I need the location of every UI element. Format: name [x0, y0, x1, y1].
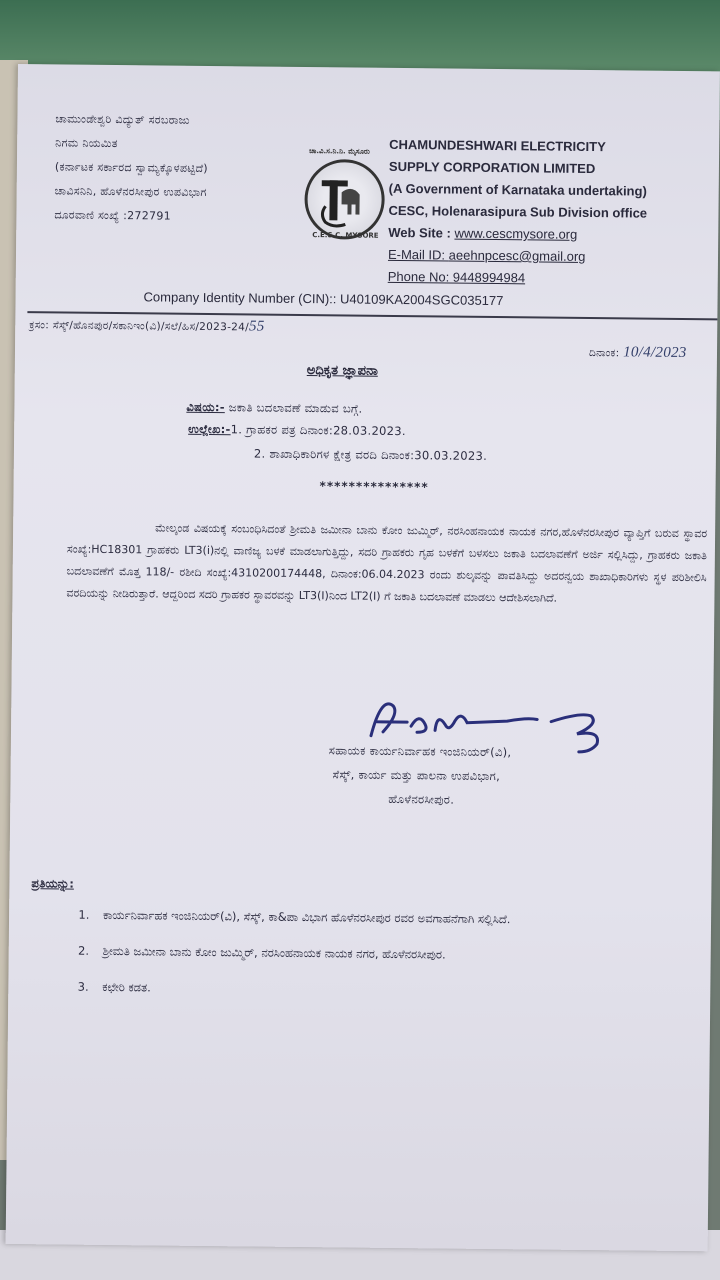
email-row [388, 244, 647, 269]
date-row [589, 344, 687, 362]
email-link[interactable]: aeehnpcesc@gmail.org [448, 247, 586, 264]
references-row-1 [188, 422, 406, 439]
references-label: ಉಲ್ಲೇಖ:- [188, 421, 231, 437]
cesc-logo-icon [307, 162, 382, 237]
subject-text: ಜಕಾತಿ ಬದಲಾವಣೆ ಮಾಡುವ ಬಗ್ಗೆ. [224, 400, 363, 416]
reference-number-suffix: 55 [248, 318, 265, 335]
body-paragraph: ಮೇಲ್ಕಂಡ ವಿಷಯಕ್ಕೆ ಸಂಬಂಧಿಸಿದಂತೆ ಶ್ರೀಮತಿ ಜಮೀನಾ ಬಾನು ಕೋಂ ಜುಮ್ಮಿರ್, ನರಸಿಂಹನಾಯಕ ನಾಯಕ ನಗರ,ಹೊಳೆನರಸೀಪುರ ವ್ಯಾಪ್ತಿಗೆ ಬರುವ ಸ್ಥಾವರ ಸಂಖ್ಯೆ:HC18301 ಗ್ರಾಹಕರು LT3(i)ನಲ್ಲಿ ವಾಣಿಜ್ಯ ಬಳಕೆ ಮಾಡಲಾಗುತ್ತಿದ್ದು, ಸದರಿ ಗ್ರಾಹಕರು ಗೃಹ ಬಳಕೆಗೆ ಬಳಸಲು ಜಕಾತಿ ಬದಲಾವಣೆಗೆ ಅರ್ಜಿ ಸಲ್ಲಿಸಿದ್ದು, ಗ್ರಾಹಕರು ಜಕಾತಿ ಬದಲಾವಣೆಗೆ ಮೊತ್ತ 118/- ರಶೀದಿ ಸಂಖ್ಯೆ:4310200174448, ದಿನಾಂಕ:06.04.2023 ರಂದು ಶುಲ್ಕವನ್ನು ಪಾವತಿಸಿದ್ದು ಅದರನ್ವಯ ಶಾಖಾಧಿಕಾರಿಗಳು ಸ್ಥಳ ಪರಿಶೀಲಿಸಿ ವರದಿಯನ್ನು ನೀಡಿರುತ್ತಾರೆ. ಆದ್ದರಿಂದ ಸದರಿ ಗ್ರಾಹಕರ ಸ್ಥಾವರವನ್ನು LT3(I)ನಿಂದ LT2(I) ಗೆ ಜಕಾತಿ ಬದಲಾವಣೆ ಮಾಡಲು ಆದೇಶಿಸಲಾಗಿದೆ. [66, 521, 708, 605]
logo-bottom-text: C.E.S.C. MYSORE [312, 231, 379, 240]
cesc-logo [304, 159, 385, 240]
phone-number: Phone No: 9448994984 [387, 268, 526, 286]
document-page [6, 64, 720, 1251]
kn-line-4: ಚಾವಿಸನಿನಿ, ಹೊಳೆನರಸೀಪುರ ಉಪವಿಭಾಗ [54, 184, 207, 199]
website-label: Web Site : [388, 224, 451, 241]
website-link[interactable]: www.cescmysore.org [454, 225, 578, 242]
reference-item-2: 2. ಶಾಖಾಧಿಕಾರಿಗಳ ಕ್ಷೇತ್ರ ವರದಿ ದಿನಾಂಕ:30.03.2023. [253, 446, 488, 463]
copies-heading: ಪ್ರತಿಯನ್ನು: [31, 876, 74, 891]
date-value: 10/4/2023 [623, 344, 687, 362]
copy-item: 3. ಕಛೇರಿ ಕಡತ. [92, 976, 698, 1004]
subject-row [186, 400, 362, 417]
separator-stars: *************** [319, 479, 429, 495]
signatory-line-2: ಸೆಸ್ಕ್, ಕಾರ್ಯ ಮತ್ತು ಪಾಲನಾ ಉಪವಿಭಾಗ, [332, 767, 501, 784]
reference-number: ಕ್ರಸಂ: ಸೆಸ್ಕ್/ಹೊನಪುರ/ಸಕಾನಿಇಂ(ವಿ)/ಸಲೆ/ಹಿಸ/2023-24/ [29, 319, 250, 334]
company-name-line-1: CHAMUNDESHWARI ELECTRICITY [389, 136, 606, 155]
government-line: (A Government of Karnataka undertaking) [388, 180, 647, 199]
subject-label: ವಿಷಯ:- [186, 399, 225, 415]
kn-line-1: ಚಾಮುಂಡೇಶ್ವರಿ ವಿದ್ಯುತ್ ಸರಬರಾಜು [55, 112, 190, 127]
date-label: ದಿನಾಂಕ: [588, 346, 620, 360]
copies-section [31, 876, 699, 1018]
kn-line-3: (ಕರ್ನಾಟಕ ಸರ್ಕಾರದ ಸ್ವಾಮ್ಯಕ್ಕೊಳಪಟ್ಟಿದೆ) [54, 160, 209, 175]
company-name-line-2: SUPPLY CORPORATION LIMITED [388, 158, 596, 177]
signatory-line-1: ಸಹಾಯಕ ಕಾರ್ಯನಿರ್ವಾಹಕ ಇಂಜಿನಿಯರ್(ವಿ), [328, 743, 512, 760]
copy-item: 2. ಶ್ರೀಮತಿ ಜಮೀನಾ ಬಾನು ಕೋಂ ಜುಮ್ಮಿರ್, ನರಸಿಂಹನಾಯಕ ನಾಯಕ ನಗರ, ಹೊಳೆನರಸೀಪುರ. [93, 940, 699, 968]
logo-top-text: ಚಾ.ವಿ.ಸ.ನಿ.ನಿ. ಮೈಸೂರು [309, 147, 370, 156]
letterhead-english [388, 134, 648, 291]
reference-item-1: 1. ಗ್ರಾಹಕರ ಪತ್ರ ದಿನಾಂಕ:28.03.2023. [230, 422, 406, 439]
office-line: CESC, Holenarasipura Sub Division office [388, 202, 648, 221]
copy-item: 1. ಕಾರ್ಯನಿರ್ವಾಹಕ ಇಂಜಿನಿಯರ್(ವಿ), ಸೆಸ್ಕ್, ಕಾ&ಪಾ ವಿಭಾಗ ಹೊಳೆನರಸೀಪುರ ರವರ ಅವಗಾಹನೆಗಾಗಿ ಸಲ್ಲಿಸಿದೆ. [93, 904, 699, 932]
kn-line-2: ನಿಗಮ ನಿಯಮಿತ [55, 136, 118, 151]
website-row [388, 222, 647, 247]
cin-number: Company Identity Number (CIN):: U40109KA2004SGC035177 [143, 289, 504, 309]
document-title: ಅಧಿಕೃತ ಜ್ಞಾಪನಾ [306, 363, 378, 379]
email-label: E-Mail ID: [387, 246, 449, 263]
kn-line-5: ದೂರವಾಣಿ ಸಂಖ್ಯೆ :272791 [54, 208, 172, 223]
signatory-line-3: ಹೊಳೆನರಸೀಪುರ. [388, 791, 455, 807]
copies-list [58, 903, 699, 1004]
reference-number-row [29, 316, 265, 335]
